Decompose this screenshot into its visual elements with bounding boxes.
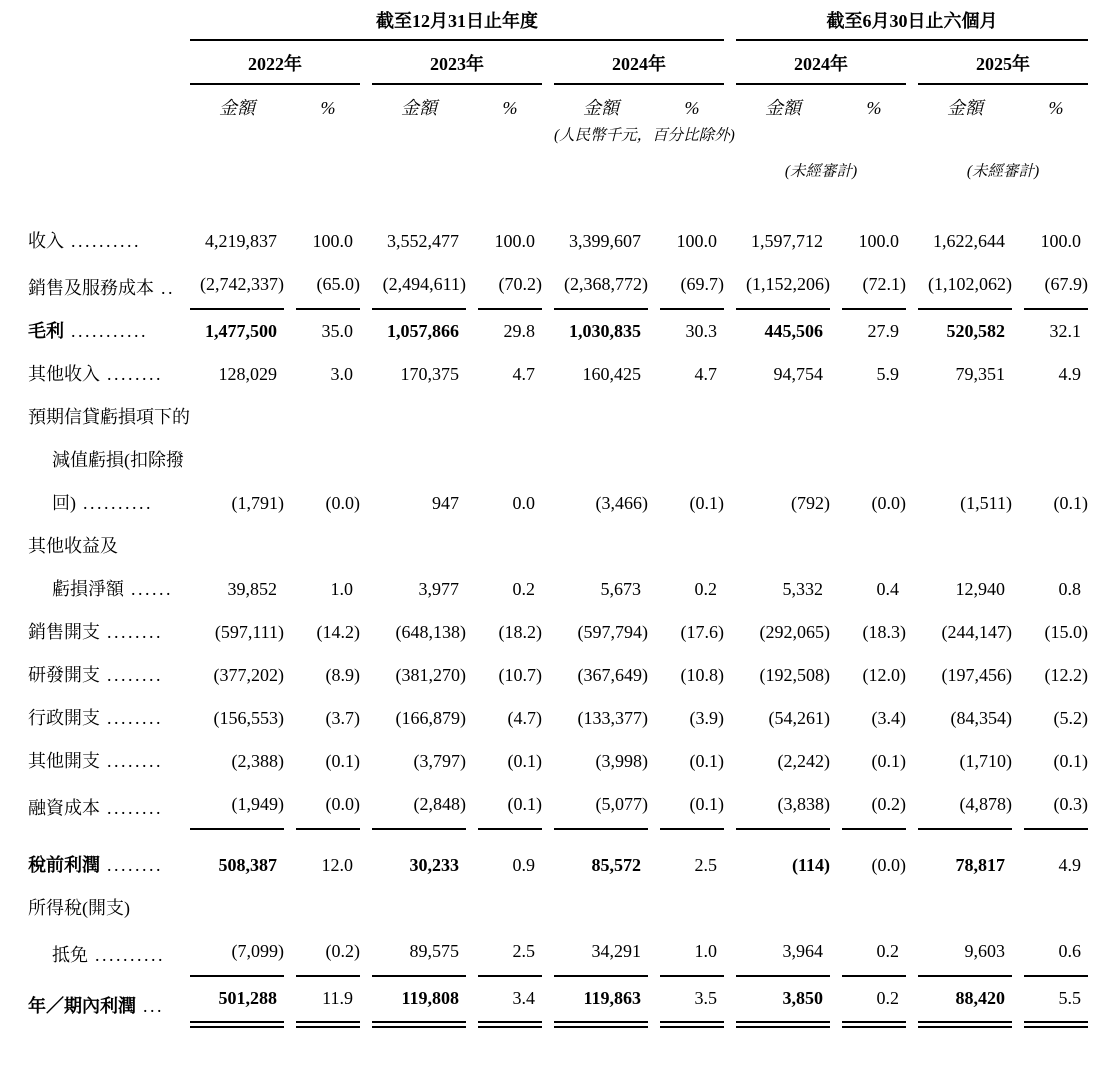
amount-cell: (381,270): [395, 665, 466, 685]
amount-cell: 39,852: [227, 579, 277, 599]
amount-cell: (1,102,062): [918, 263, 1012, 310]
percent-cell: (67.9): [1024, 263, 1088, 310]
amount-cell: 3,977: [418, 579, 459, 599]
amount-cell: (2,242): [777, 751, 830, 771]
row-label: [28, 396, 190, 439]
percent-cell: (0.1): [660, 783, 724, 830]
row-label-text: 稅前利潤: [28, 855, 100, 875]
header-spacer: [736, 121, 1088, 146]
percent-cell: 35.0: [321, 321, 353, 341]
row-label: [28, 439, 184, 482]
percent-cell: (0.2): [296, 930, 360, 977]
row-label: [28, 740, 178, 783]
percent-cell: 0.0: [512, 493, 535, 513]
amount-cell: (1,949): [190, 783, 284, 830]
amount-cell: (7,099): [190, 930, 284, 977]
amount-cell: 1,057,866: [387, 321, 459, 341]
leader-dots: ........: [100, 665, 163, 685]
row-label: [28, 310, 178, 353]
percent-cell: [296, 525, 360, 568]
row-label: [28, 697, 178, 740]
amount-cell: [736, 396, 830, 439]
amount-cell: (2,848): [372, 783, 466, 830]
amount-cell: [736, 439, 830, 482]
table-row: [28, 263, 1088, 310]
percent-cell: 3.0: [330, 364, 353, 384]
percent-cell: (0.1): [871, 751, 906, 771]
header-spacer: [28, 41, 178, 85]
row-label: [28, 482, 178, 525]
percent-cell: 100.0: [494, 231, 535, 251]
table-row: [28, 439, 1088, 482]
table-row: [28, 482, 1088, 525]
row-label: [28, 353, 178, 396]
table-row: [28, 783, 1088, 830]
percent-cell: 0.2: [842, 977, 906, 1028]
percent-cell: (0.0): [871, 855, 906, 875]
table-row: [28, 182, 1088, 263]
row-label: [28, 654, 178, 697]
year-2025-interim: 2025年: [918, 41, 1088, 85]
percent-cell: (10.7): [498, 665, 542, 685]
percent-cell: 0.9: [512, 855, 535, 875]
amount-cell: [918, 439, 1012, 482]
header-spacer: [28, 146, 724, 182]
amount-cell: [190, 525, 284, 568]
percent-cell: [1024, 887, 1088, 930]
leader-dots: ........: [100, 855, 163, 875]
percent-subheader: %: [866, 98, 882, 118]
amount-cell: [554, 525, 648, 568]
year-2024-interim: 2024年: [736, 41, 906, 85]
unaudited-note-2024: (未經審計): [784, 163, 858, 180]
amount-cell: [372, 525, 466, 568]
percent-cell: 5.9: [876, 364, 899, 384]
table-header: [28, 8, 1088, 182]
row-label-text: 其他開支: [28, 751, 100, 771]
row-label-text: 回): [52, 493, 76, 513]
leader-dots: ........: [100, 798, 163, 818]
percent-cell: (5.2): [1053, 708, 1088, 728]
percent-cell: 11.9: [296, 977, 360, 1028]
amount-cell: 3,964: [736, 930, 830, 977]
amount-cell: (2,742,337): [190, 263, 284, 310]
percent-cell: (65.0): [296, 263, 360, 310]
percent-cell: 0.2: [842, 930, 906, 977]
amount-cell: 445,506: [764, 321, 823, 341]
row-label-text: 抵免: [52, 945, 88, 965]
table-row: [28, 930, 1088, 977]
amount-cell: (377,202): [213, 665, 284, 685]
row-label-text: 行政開支: [28, 708, 100, 728]
percent-subheader: %: [684, 98, 700, 118]
row-label: [28, 887, 178, 930]
row-label-text: 銷售開支: [28, 622, 100, 642]
amount-cell: (156,553): [213, 708, 284, 728]
percent-cell: 4.9: [1058, 855, 1081, 875]
amount-cell: [554, 887, 648, 930]
percent-cell: 3.4: [478, 977, 542, 1028]
year-2023: 2023年: [372, 41, 542, 85]
row-label-text: 虧損淨額: [52, 579, 124, 599]
amount-cell: [190, 887, 284, 930]
row-label-text: 減值虧損(扣除撥: [52, 450, 184, 470]
table-row: [28, 654, 1088, 697]
year-2022: 2022年: [190, 41, 360, 85]
leader-dots: ..........: [88, 945, 165, 965]
amount-cell: (1,710): [959, 751, 1012, 771]
amount-cell: [918, 525, 1012, 568]
percent-cell: (4.7): [507, 708, 542, 728]
amount-cell: (84,354): [950, 708, 1012, 728]
amount-subheader: 金額: [401, 98, 437, 118]
percent-cell: 12.0: [321, 855, 353, 875]
percent-cell: [660, 439, 724, 482]
leader-dots: ...........: [64, 321, 148, 341]
percent-cell: (3.7): [325, 708, 360, 728]
percent-cell: 5.5: [1024, 977, 1088, 1028]
period-group-annual: 截至12月31日止年度: [190, 8, 724, 41]
percent-cell: 0.6: [1024, 930, 1088, 977]
amount-cell: 119,863: [554, 977, 648, 1028]
amount-cell: 4,219,837: [205, 231, 277, 251]
leader-dots: ........: [100, 751, 163, 771]
amount-cell: (2,368,772): [554, 263, 648, 310]
amount-cell: 94,754: [773, 364, 823, 384]
percent-cell: (0.0): [296, 783, 360, 830]
percent-cell: 4.7: [694, 364, 717, 384]
amount-cell: [554, 439, 648, 482]
percent-cell: (0.1): [689, 493, 724, 513]
percent-cell: (0.0): [871, 493, 906, 513]
percent-cell: (0.3): [1024, 783, 1088, 830]
income-statement-table: [16, 8, 1100, 1028]
row-label-text: 研發開支: [28, 665, 100, 685]
percent-cell: [842, 439, 906, 482]
percent-cell: (18.2): [498, 622, 542, 642]
amount-cell: [554, 396, 648, 439]
percent-cell: [1024, 396, 1088, 439]
amount-cell: (3,838): [736, 783, 830, 830]
period-group-interim: 截至6月30日止六個月: [736, 8, 1088, 41]
percent-cell: [1024, 439, 1088, 482]
leader-dots: ..........: [64, 231, 141, 251]
amount-cell: 9,603: [918, 930, 1012, 977]
amount-cell: [372, 396, 466, 439]
amount-subheader: 金額: [219, 98, 255, 118]
percent-cell: (12.0): [862, 665, 906, 685]
amount-cell: 119,808: [372, 977, 466, 1028]
amount-cell: 78,817: [955, 855, 1005, 875]
percent-cell: (18.3): [862, 622, 906, 642]
percent-cell: 1.0: [660, 930, 724, 977]
amount-cell: 160,425: [582, 364, 641, 384]
amount-cell: [372, 439, 466, 482]
percent-cell: 30.3: [685, 321, 717, 341]
year-row: [28, 41, 1088, 85]
amount-cell: 3,850: [736, 977, 830, 1028]
table-row: [28, 977, 1088, 1028]
row-label-text: 其他收入: [28, 364, 100, 384]
amount-cell: (166,879): [395, 708, 466, 728]
percent-cell: (0.1): [1053, 493, 1088, 513]
amount-cell: [918, 396, 1012, 439]
amount-cell: (1,791): [231, 493, 284, 513]
percent-subheader: %: [320, 98, 336, 118]
amount-cell: (648,138): [395, 622, 466, 642]
amount-cell: [190, 439, 284, 482]
row-label: [28, 977, 178, 1028]
row-label-text: 銷售及服務成本: [28, 278, 154, 298]
amount-cell: (54,261): [768, 708, 830, 728]
percent-cell: [478, 525, 542, 568]
leader-dots: ........: [100, 708, 163, 728]
amount-cell: (1,152,206): [736, 263, 830, 310]
amount-subheader: 金額: [765, 98, 801, 118]
table-body: [28, 182, 1088, 1028]
percent-cell: (3.9): [689, 708, 724, 728]
percent-cell: 100.0: [312, 231, 353, 251]
amount-subheader: 金額: [583, 98, 619, 118]
row-label-text: 預期信貸虧損項下的: [28, 407, 190, 427]
percent-cell: 100.0: [1040, 231, 1081, 251]
percent-cell: (0.0): [325, 493, 360, 513]
amount-cell: (4,878): [918, 783, 1012, 830]
amount-cell: 128,029: [218, 364, 277, 384]
amount-cell: 88,420: [918, 977, 1012, 1028]
percent-cell: (8.9): [325, 665, 360, 685]
percent-cell: [660, 396, 724, 439]
percent-cell: 2.5: [478, 930, 542, 977]
amount-cell: (3,466): [595, 493, 648, 513]
amount-cell: 5,673: [600, 579, 641, 599]
subheader-row: [28, 85, 1088, 121]
row-label-text: 所得稅(開支): [28, 898, 130, 918]
row-label-text: 毛利: [28, 321, 64, 341]
currency-unit-note: (人民幣千元，百分比除外): [554, 127, 735, 144]
amount-cell: 947: [432, 493, 459, 513]
percent-cell: 2.5: [694, 855, 717, 875]
amount-cell: [736, 525, 830, 568]
year-2024: 2024年: [554, 41, 724, 85]
percent-cell: [660, 525, 724, 568]
row-label: [28, 182, 178, 263]
amount-cell: 30,233: [409, 855, 459, 875]
row-label-text: 年／期內利潤: [28, 996, 136, 1016]
leader-dots: ..........: [76, 493, 153, 513]
amount-cell: [918, 887, 1012, 930]
amount-cell: (597,111): [214, 622, 284, 642]
percent-cell: 0.8: [1058, 579, 1081, 599]
percent-cell: [660, 887, 724, 930]
leader-dots: ...: [136, 996, 164, 1016]
percent-cell: [1024, 525, 1088, 568]
table-row: [28, 568, 1088, 611]
percent-cell: (3.4): [871, 708, 906, 728]
amount-cell: 1,622,644: [933, 231, 1005, 251]
percent-cell: (0.1): [1053, 751, 1088, 771]
amount-cell: [736, 887, 830, 930]
table-row: [28, 310, 1088, 353]
table-row: [28, 887, 1088, 930]
percent-cell: 32.1: [1049, 321, 1081, 341]
percent-cell: (10.8): [680, 665, 724, 685]
amount-cell: (292,065): [759, 622, 830, 642]
amount-cell: 170,375: [400, 364, 459, 384]
percent-cell: [478, 439, 542, 482]
percent-subheader: %: [1048, 98, 1064, 118]
percent-cell: [842, 525, 906, 568]
header-spacer: [28, 85, 178, 121]
amount-cell: (133,377): [577, 708, 648, 728]
percent-cell: 0.2: [512, 579, 535, 599]
unaudited-note-2025: (未經審計): [966, 163, 1040, 180]
percent-cell: (70.2): [478, 263, 542, 310]
percent-cell: [842, 887, 906, 930]
row-label: [28, 525, 178, 568]
amount-cell: 520,582: [946, 321, 1005, 341]
leader-dots: ......: [124, 579, 173, 599]
table-row: [28, 740, 1088, 783]
amount-subheader: 金額: [947, 98, 983, 118]
leader-dots: ........: [100, 622, 163, 642]
row-label-text: 收入: [28, 231, 64, 251]
amount-cell: 3,552,477: [387, 231, 459, 251]
row-label: [28, 930, 178, 977]
percent-cell: 29.8: [503, 321, 535, 341]
percent-cell: [296, 439, 360, 482]
leader-dots: ..: [154, 278, 175, 298]
amount-cell: (192,508): [759, 665, 830, 685]
amount-cell: 79,351: [955, 364, 1005, 384]
percent-cell: (0.1): [689, 751, 724, 771]
amount-cell: (1,511): [960, 493, 1012, 513]
amount-cell: (244,147): [941, 622, 1012, 642]
table-row: [28, 830, 1088, 887]
percent-cell: 1.0: [330, 579, 353, 599]
unit-note-row: [28, 121, 1088, 146]
amount-cell: (197,456): [941, 665, 1012, 685]
amount-cell: (2,388): [231, 751, 284, 771]
amount-cell: 89,575: [372, 930, 466, 977]
percent-cell: (0.1): [478, 783, 542, 830]
percent-cell: 3.5: [660, 977, 724, 1028]
unaudited-row: [28, 146, 1088, 182]
amount-cell: (792): [791, 493, 830, 513]
percent-cell: (0.2): [842, 783, 906, 830]
amount-cell: 5,332: [782, 579, 823, 599]
amount-cell: [372, 887, 466, 930]
percent-cell: (12.2): [1044, 665, 1088, 685]
amount-cell: 508,387: [218, 855, 277, 875]
percent-subheader: %: [502, 98, 518, 118]
amount-cell: 1,477,500: [205, 321, 277, 341]
percent-cell: 27.9: [867, 321, 899, 341]
header-spacer: [28, 121, 542, 146]
percent-cell: [842, 396, 906, 439]
row-label-text: 融資成本: [28, 798, 100, 818]
row-label: [28, 611, 178, 654]
percent-cell: [478, 887, 542, 930]
percent-cell: (69.7): [660, 263, 724, 310]
amount-cell: 3,399,607: [569, 231, 641, 251]
row-label-text: 其他收益及: [28, 536, 118, 556]
amount-cell: 1,597,712: [751, 231, 823, 251]
amount-cell: (5,077): [554, 783, 648, 830]
percent-cell: 4.7: [512, 364, 535, 384]
amount-cell: (114): [792, 855, 830, 875]
row-label: [28, 263, 178, 310]
percent-cell: 100.0: [858, 231, 899, 251]
period-group-row: [28, 8, 1088, 41]
percent-cell: [478, 396, 542, 439]
table-row: [28, 396, 1088, 439]
header-spacer: [28, 8, 178, 41]
amount-cell: 12,940: [955, 579, 1005, 599]
amount-cell: [190, 396, 284, 439]
table-row: [28, 611, 1088, 654]
amount-cell: 1,030,835: [569, 321, 641, 341]
row-label: [28, 783, 178, 830]
percent-cell: [296, 396, 360, 439]
percent-cell: (0.1): [325, 751, 360, 771]
amount-cell: (597,794): [577, 622, 648, 642]
table-row: [28, 697, 1088, 740]
percent-cell: (17.6): [680, 622, 724, 642]
table-row: [28, 353, 1088, 396]
percent-cell: (14.2): [316, 622, 360, 642]
amount-cell: (2,494,611): [372, 263, 466, 310]
percent-cell: 100.0: [676, 231, 717, 251]
amount-cell: 34,291: [554, 930, 648, 977]
row-label: [28, 568, 178, 611]
amount-cell: (367,649): [577, 665, 648, 685]
leader-dots: ........: [100, 364, 163, 384]
amount-cell: (3,797): [413, 751, 466, 771]
row-label: [28, 830, 178, 887]
percent-cell: (72.1): [842, 263, 906, 310]
percent-cell: 0.2: [694, 579, 717, 599]
table-row: [28, 525, 1088, 568]
percent-cell: 4.9: [1058, 364, 1081, 384]
percent-cell: [296, 887, 360, 930]
amount-cell: 501,288: [190, 977, 284, 1028]
percent-cell: (15.0): [1044, 622, 1088, 642]
percent-cell: 0.4: [876, 579, 899, 599]
amount-cell: (3,998): [595, 751, 648, 771]
amount-cell: 85,572: [591, 855, 641, 875]
percent-cell: (0.1): [507, 751, 542, 771]
